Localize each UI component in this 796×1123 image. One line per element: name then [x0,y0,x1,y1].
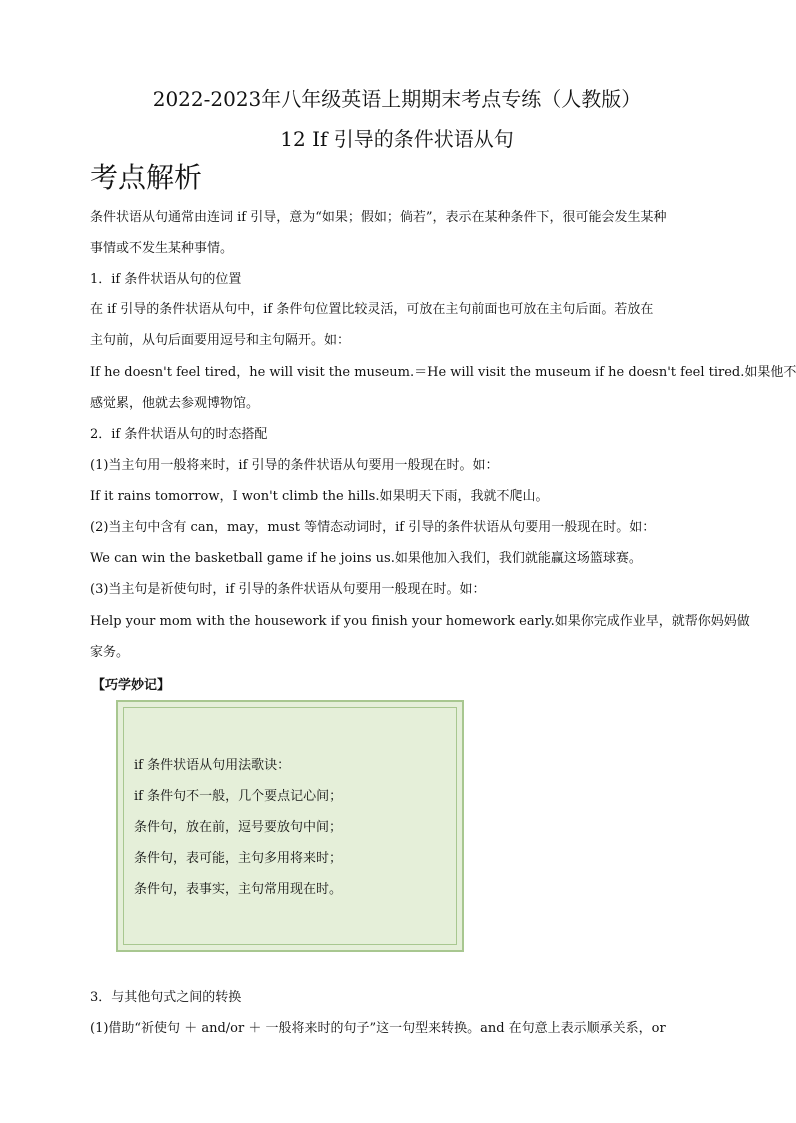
paragraph-line: 事情或不发生某种事情。 [90,241,234,256]
memo-inner-border [123,707,457,945]
memo-line: if 条件状语从句用法歌诀： [134,758,291,773]
example-line: 家务。 [90,645,130,660]
document-subtitle: 12 If 引导的条件状语从句 [280,127,514,151]
paragraph-line: (1)借助“祈使句 ＋ and/or ＋ 一般将来时的句子”这一句型来转换。and 在句意上表示顺承关系，or [90,1021,666,1036]
paragraph-line: (2)当主句中含有 can，may，must 等情态动词时，if 引导的条件状语从句要用一般现在时。如： [90,520,656,535]
memo-line: 条件句，表可能，主句多用将来时； [134,851,343,866]
list-heading: 2．if 条件状语从句的时态搭配 [90,427,268,442]
example-line: Help your mom with the housework if you finish your homework early.如果你完成作业早，就帮你妈妈做 [90,614,750,629]
paragraph-line: 条件状语从句通常由连词 if 引导，意为“如果；假如；倘若”，表示在某种条件下，很可能会发生某种 [90,210,667,225]
paragraph-line: 主句前，从句后面要用逗号和主句隔开。如： [90,333,351,348]
example-line: We can win the basketball game if he joins us.如果他加入我们，我们就能赢这场篮球赛。 [90,551,642,566]
memo-line: if 条件句不一般，几个要点记心间； [134,789,343,804]
paragraph-line: (1)当主句用一般将来时，if 引导的条件状语从句要用一般现在时。如： [90,458,499,473]
example-line: If it rains tomorrow，I won't climb the hills.如果明天下雨，我就不爬山。 [90,489,549,504]
example-line: If he doesn't feel tired，he will visit the museum.＝He will visit the museum if he doesn't feel tired.如果他不 [90,365,796,380]
paragraph-line: 在 if 引导的条件状语从句中，if 条件句位置比较灵活，可放在主句前面也可放在主句后面。若放在 [90,302,654,317]
document-title: 2022-2023年八年级英语上期期末考点专练（人教版） [152,87,642,111]
memo-line: 条件句，放在前，逗号要放句中间； [134,820,343,835]
memo-box [116,700,464,952]
example-line: 感觉累，他就去参观博物馆。 [90,396,260,411]
memo-line: 条件句，表事实，主句常用现在时。 [134,882,343,897]
paragraph-line: (3)当主句是祈使句时，if 引导的条件状语从句要用一般现在时。如： [90,582,486,597]
memo-label: 【巧学妙记】 [92,678,171,693]
list-heading: 1．if 条件状语从句的位置 [90,272,242,287]
section-heading: 考点解析 [90,161,203,194]
list-heading: 3．与其他句式之间的转换 [90,990,242,1005]
